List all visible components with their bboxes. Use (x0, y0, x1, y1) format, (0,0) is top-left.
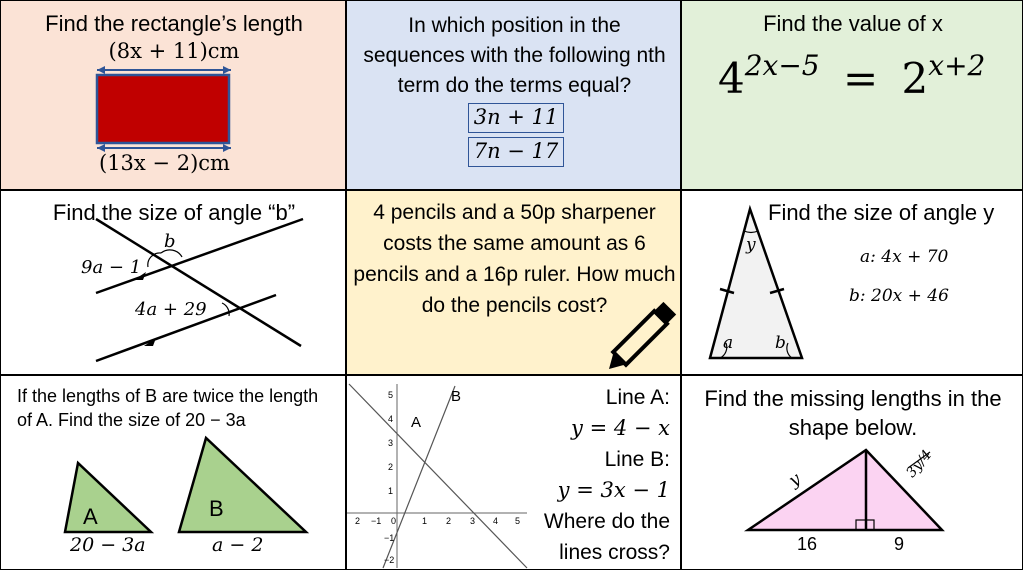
line-b-heading: Line B: (604, 448, 670, 471)
cell-rectangle-length (0, 0, 346, 190)
angle-y-label: y (746, 235, 756, 255)
title-text: Find the value of x (763, 11, 943, 36)
angle-b-label: b (164, 231, 176, 252)
hypotenuse-y-label: y (785, 469, 805, 491)
expression-a: a: 4x + 70 (860, 247, 949, 267)
triangle-b-base-label: a − 2 (212, 534, 264, 556)
y-tick: 2 (388, 462, 394, 472)
x-tick: −1 (371, 516, 382, 526)
cell-isosceles-angle-y (681, 190, 1023, 375)
sequence-1-box: 3n + 11 (468, 103, 564, 133)
triangle-a-base-label: 20 − 3a (70, 534, 146, 556)
pencils-question: 4 pencils and a 50p sharpener costs the same amount as 6 pencils and a 16p ruler. How much do the pencils cost? (353, 201, 676, 317)
x-tick: 0 (391, 516, 397, 526)
cell-similar-triangles (0, 375, 346, 570)
angle-9a-label: 9a − 1 (81, 257, 142, 278)
lhs-base: 4 (718, 54, 745, 103)
angle-a-label: a (723, 333, 734, 353)
rhs-exponent: x+2 (928, 49, 986, 82)
line-equations (544, 382, 670, 568)
sequence-2-box: 7n − 17 (468, 137, 564, 167)
cell-title (682, 11, 1023, 37)
exponent-equation (718, 49, 985, 103)
y-tick: 5 (388, 390, 394, 400)
triangle-a-label: A (83, 504, 98, 529)
y-tick: 1 (388, 486, 394, 496)
y-tick: 3 (388, 438, 394, 448)
line-a-heading: Line A: (605, 386, 670, 409)
x-tick: 2 (355, 516, 361, 526)
where-text: Where do the (543, 510, 670, 533)
similar-triangles-question: If the lengths of B are twice the length of A. Find the size of 20 − 3a (17, 386, 319, 430)
red-rectangle (97, 75, 229, 143)
x-tick: 2 (446, 516, 452, 526)
cell-title: Find the size of angle “b” (52, 200, 296, 225)
x-tick: 5 (515, 516, 521, 526)
cell-title: Find the missing lengths in the shape below. (704, 386, 1002, 440)
equals-sign: = (842, 54, 879, 103)
y-tick: −2 (384, 555, 395, 565)
lhs-exponent: 2x−5 (744, 49, 820, 82)
sequences-question: In which position in the sequences with the following nth term do the terms equal? (363, 14, 666, 97)
expression-b: b: 20x + 46 (849, 286, 949, 306)
cell-title: Find the rectangle’s length (45, 11, 303, 36)
rect-bottom-length-label: (13x − 2)cm (99, 151, 230, 175)
x-tick: 1 (422, 516, 428, 526)
triangle-a (65, 463, 151, 532)
base-left-label: 16 (797, 534, 818, 554)
rhs-base: 2 (901, 54, 929, 103)
triangle-b (179, 438, 306, 532)
cell-missing-lengths (681, 375, 1023, 570)
y-tick: 4 (388, 414, 394, 424)
cell-sequences (346, 0, 681, 190)
y-tick: −1 (384, 533, 395, 543)
triangle-b-label: B (209, 496, 224, 521)
angle-b-label: b (775, 333, 786, 353)
cell-exponent-equation (681, 0, 1023, 190)
side-3y4-label: 3y/4 (903, 447, 936, 481)
cross-text: lines cross? (559, 541, 670, 564)
x-tick: 4 (493, 516, 499, 526)
graph-line-b-label: B (451, 388, 462, 405)
cell-pencils-problem (346, 190, 681, 375)
x-tick: 3 (470, 516, 476, 526)
cell-angle-b (0, 190, 346, 375)
line-a-equation: y = 4 − x (571, 416, 670, 440)
title-text: Find the size of angle y (768, 200, 995, 225)
base-right-label: 9 (894, 534, 905, 554)
angle-4a-label: 4a + 29 (135, 299, 207, 320)
cell-lines-cross (346, 375, 681, 570)
parallel-lines-diagram (1, 191, 346, 375)
pencil-icon (347, 191, 681, 375)
line-b-equation: y = 3x − 1 (557, 478, 670, 502)
right-triangles-diagram (682, 376, 1023, 570)
rect-top-length-label: (8x + 11)cm (108, 39, 240, 63)
cell-title (768, 200, 994, 226)
similar-triangles-diagram (1, 376, 346, 570)
graph-line-a-label: A (411, 414, 422, 431)
line-a (349, 384, 527, 568)
